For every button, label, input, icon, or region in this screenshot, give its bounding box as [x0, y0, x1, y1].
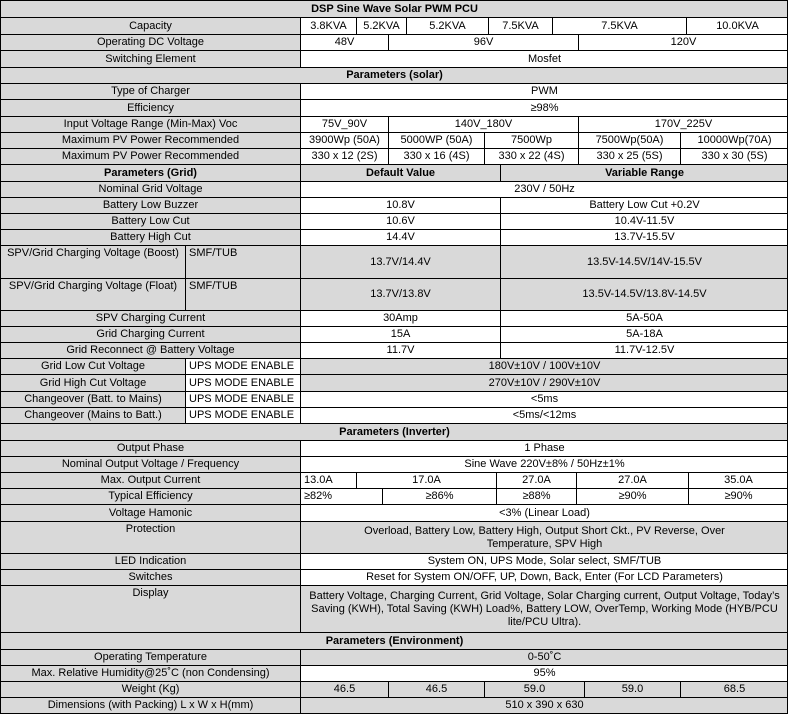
typical-efficiency-value: ≥90% — [688, 488, 788, 504]
dc-voltage-value: 96V — [388, 34, 578, 50]
display-value: Battery Voltage, Charging Current, Grid Voltage, Solar Charging current, Output Voltage, Today’s Saving (KWH), Total Saving (KWH) Load%, Battery LOW, OverTemp, Working Mode (HYB/PCU lite/PCU Ultra). — [300, 585, 788, 632]
weight-value: 46.5 — [300, 681, 388, 697]
capacity-value: 5.2KVA — [356, 17, 406, 34]
input-range-label: Input Voltage Range (Min-Max) Voc — [0, 116, 300, 132]
switching-value: Mosfet — [300, 50, 788, 67]
input-range-value: 170V_225V — [578, 116, 788, 132]
weight-value: 59.0 — [584, 681, 680, 697]
pv-config-value: 330 x 25 (5S) — [578, 148, 680, 164]
changeover-m2b-label: Changeover (Mains to Batt.) — [0, 407, 185, 423]
grid-reconnect-range: 11.7V-12.5V — [500, 342, 788, 358]
humidity-label: Max. Relative Humidity@25˚C (non Condensing) — [0, 665, 300, 681]
nominal-output-row — [0, 456, 788, 472]
weight-row — [0, 681, 788, 697]
solar-section-header: Parameters (solar) — [0, 67, 788, 83]
input-range-value: 140V_180V — [388, 116, 578, 132]
spv-current-label: SPV Charging Current — [0, 310, 300, 326]
battery-low-buzzer-label: Battery Low Buzzer — [0, 197, 300, 213]
float-voltage-default: 13.7V/13.8V — [300, 278, 500, 310]
grid-section-header: Parameters (Grid) — [0, 164, 300, 181]
display-row — [0, 585, 788, 632]
voltage-harmonic-label: Voltage Hamonic — [0, 504, 300, 521]
battery-low-buzzer-default: 10.8V — [300, 197, 500, 213]
grid-section-row — [0, 164, 788, 181]
capacity-value: 3.8KVA — [300, 17, 356, 34]
spv-current-default: 30Amp — [300, 310, 500, 326]
pv-config-label: Maximum PV Power Recommended — [0, 148, 300, 164]
capacity-value: 7.5KVA — [488, 17, 552, 34]
spv-current-row — [0, 310, 788, 326]
typical-efficiency-label: Typical Efficiency — [0, 488, 300, 504]
solar-efficiency-value: ≥98% — [300, 99, 788, 116]
battery-high-cut-row — [0, 229, 788, 245]
output-phase-row — [0, 440, 788, 456]
input-range-row — [0, 116, 788, 132]
environment-section-header: Parameters (Environment) — [0, 632, 788, 649]
weight-value: 46.5 — [388, 681, 484, 697]
float-voltage-range: 13.5V-14.5V/13.8V-14.5V — [500, 278, 788, 310]
solar-efficiency-row — [0, 99, 788, 116]
battery-low-cut-row — [0, 213, 788, 229]
charger-type-label: Type of Charger — [0, 83, 300, 99]
input-range-value: 75V_90V — [300, 116, 388, 132]
grid-low-cut-row — [0, 358, 788, 374]
dimensions-value: 510 x 390 x 630 — [300, 697, 788, 713]
humidity-value: 95% — [300, 665, 788, 681]
pv-config-value: 330 x 22 (4S) — [484, 148, 578, 164]
grid-high-cut-value: 270V±10V / 290V±10V — [300, 374, 788, 391]
pv-config-value: 330 x 16 (4S) — [388, 148, 484, 164]
dimensions-label: Dimensions (with Packing) L x W x H(mm) — [0, 697, 300, 713]
spv-current-range: 5A-50A — [500, 310, 788, 326]
dc-voltage-row — [0, 34, 788, 50]
default-value-header: Default Value — [300, 164, 500, 181]
operating-temperature-value: 0-50˚C — [300, 649, 788, 665]
capacity-row — [0, 17, 788, 34]
weight-value: 68.5 — [680, 681, 788, 697]
capacity-value: 10.0KVA — [686, 17, 788, 34]
boost-battery-type: SMF/TUB — [185, 245, 300, 278]
grid-reconnect-row — [0, 342, 788, 358]
output-current-value: 17.0A — [356, 472, 496, 488]
dc-voltage-label: Operating DC Voltage — [0, 34, 300, 50]
battery-low-cut-default: 10.6V — [300, 213, 500, 229]
output-current-value: 13.0A — [300, 472, 356, 488]
humidity-row — [0, 665, 788, 681]
changeover-m2b-row — [0, 407, 788, 423]
pv-power-row — [0, 132, 788, 148]
grid-reconnect-default: 11.7V — [300, 342, 500, 358]
boost-voltage-default: 13.7V/14.4V — [300, 245, 500, 278]
dc-voltage-value: 120V — [578, 34, 788, 50]
pv-config-row — [0, 148, 788, 164]
nominal-grid-row — [0, 181, 788, 197]
grid-low-cut-mode: UPS MODE ENABLE — [185, 358, 300, 374]
voltage-harmonic-row — [0, 504, 788, 521]
switches-row — [0, 569, 788, 585]
inverter-section-row — [0, 423, 788, 440]
switching-row — [0, 50, 788, 67]
switches-label: Switches — [0, 569, 300, 585]
float-voltage-label: SPV/Grid Charging Voltage (Float) — [0, 278, 185, 310]
charger-type-row — [0, 83, 788, 99]
pv-power-label: Maximum PV Power Recommended — [0, 132, 300, 148]
nominal-output-label: Nominal Output Voltage / Frequency — [0, 456, 300, 472]
solar-efficiency-label: Efficiency — [0, 99, 300, 116]
changeover-b2m-label: Changeover (Batt. to Mains) — [0, 391, 185, 407]
battery-low-cut-range: 10.4V-11.5V — [500, 213, 788, 229]
grid-high-cut-row — [0, 374, 788, 391]
variable-range-header: Variable Range — [500, 164, 788, 181]
pv-power-value: 10000Wp(70A) — [680, 132, 788, 148]
environment-section-row — [0, 632, 788, 649]
output-current-label: Max. Output Current — [0, 472, 300, 488]
battery-low-buzzer-range: Battery Low Cut +0.2V — [500, 197, 788, 213]
led-indication-row — [0, 553, 788, 569]
grid-low-cut-label: Grid Low Cut Voltage — [0, 358, 185, 374]
operating-temperature-row — [0, 649, 788, 665]
switching-label: Switching Element — [0, 50, 300, 67]
changeover-b2m-mode: UPS MODE ENABLE — [185, 391, 300, 407]
typical-efficiency-value: ≥90% — [576, 488, 688, 504]
output-current-value: 27.0A — [496, 472, 576, 488]
changeover-m2b-value: <5ms/<12ms — [300, 407, 788, 423]
boost-voltage-label: SPV/Grid Charging Voltage (Boost) — [0, 245, 185, 278]
battery-high-cut-default: 14.4V — [300, 229, 500, 245]
grid-current-range: 5A-18A — [500, 326, 788, 342]
protection-value: Overload, Battery Low, Battery High, Output Short Ckt., PV Reverse, Over Temperature, SPV High — [300, 521, 788, 553]
grid-current-label: Grid Charging Current — [0, 326, 300, 342]
pv-power-value: 7500Wp(50A) — [578, 132, 680, 148]
led-indication-value: System ON, UPS Mode, Solar select, SMF/TUB — [300, 553, 788, 569]
typical-efficiency-value: ≥88% — [496, 488, 576, 504]
typical-efficiency-value: ≥82% — [300, 488, 382, 504]
output-current-value: 27.0A — [576, 472, 688, 488]
protection-row — [0, 521, 788, 553]
output-current-row — [0, 472, 788, 488]
dc-voltage-value: 48V — [300, 34, 388, 50]
switches-value: Reset for System ON/OFF, UP, Down, Back, Enter (For LCD Parameters) — [300, 569, 788, 585]
pv-config-value: 330 x 12 (2S) — [300, 148, 388, 164]
display-label: Display — [0, 585, 300, 632]
pv-power-value: 3900Wp (50A) — [300, 132, 388, 148]
grid-high-cut-label: Grid High Cut Voltage — [0, 374, 185, 391]
solar-section-row — [0, 67, 788, 83]
battery-high-cut-label: Battery High Cut — [0, 229, 300, 245]
nominal-output-value: Sine Wave 220V±8% / 50Hz±1% — [300, 456, 788, 472]
weight-value: 59.0 — [484, 681, 584, 697]
charger-type-value: PWM — [300, 83, 788, 99]
output-phase-value: 1 Phase — [300, 440, 788, 456]
changeover-b2m-row — [0, 391, 788, 407]
voltage-harmonic-value: <3% (Linear Load) — [300, 504, 788, 521]
title-row — [0, 0, 788, 17]
dimensions-row — [0, 697, 788, 713]
output-phase-label: Output Phase — [0, 440, 300, 456]
operating-temperature-label: Operating Temperature — [0, 649, 300, 665]
protection-label: Protection — [0, 521, 300, 553]
weight-label: Weight (Kg) — [0, 681, 300, 697]
nominal-grid-value: 230V / 50Hz — [300, 181, 788, 197]
table-bottom-border — [0, 713, 788, 714]
capacity-label: Capacity — [0, 17, 300, 34]
float-battery-type: SMF/TUB — [185, 278, 300, 310]
capacity-value: 7.5KVA — [552, 17, 686, 34]
changeover-b2m-value: <5ms — [300, 391, 788, 407]
grid-reconnect-label: Grid Reconnect @ Battery Voltage — [0, 342, 300, 358]
boost-voltage-row — [0, 245, 788, 278]
grid-high-cut-mode: UPS MODE ENABLE — [185, 374, 300, 391]
pv-power-value: 5000WP (50A) — [388, 132, 484, 148]
float-voltage-row — [0, 278, 788, 310]
led-indication-label: LED Indication — [0, 553, 300, 569]
pv-config-value: 330 x 30 (5S) — [680, 148, 788, 164]
battery-high-cut-range: 13.7V-15.5V — [500, 229, 788, 245]
sheet-title: DSP Sine Wave Solar PWM PCU — [0, 0, 788, 17]
grid-current-default: 15A — [300, 326, 500, 342]
typical-efficiency-row — [0, 488, 788, 504]
capacity-value: 5.2KVA — [406, 17, 488, 34]
output-current-value: 35.0A — [688, 472, 788, 488]
battery-low-cut-label: Battery Low Cut — [0, 213, 300, 229]
nominal-grid-label: Nominal Grid Voltage — [0, 181, 300, 197]
grid-low-cut-value: 180V±10V / 100V±10V — [300, 358, 788, 374]
changeover-m2b-mode: UPS MODE ENABLE — [185, 407, 300, 423]
boost-voltage-range: 13.5V-14.5V/14V-15.5V — [500, 245, 788, 278]
pv-power-value: 7500Wp — [484, 132, 578, 148]
battery-low-buzzer-row — [0, 197, 788, 213]
inverter-section-header: Parameters (Inverter) — [0, 423, 788, 440]
typical-efficiency-value: ≥86% — [382, 488, 496, 504]
grid-current-row — [0, 326, 788, 342]
